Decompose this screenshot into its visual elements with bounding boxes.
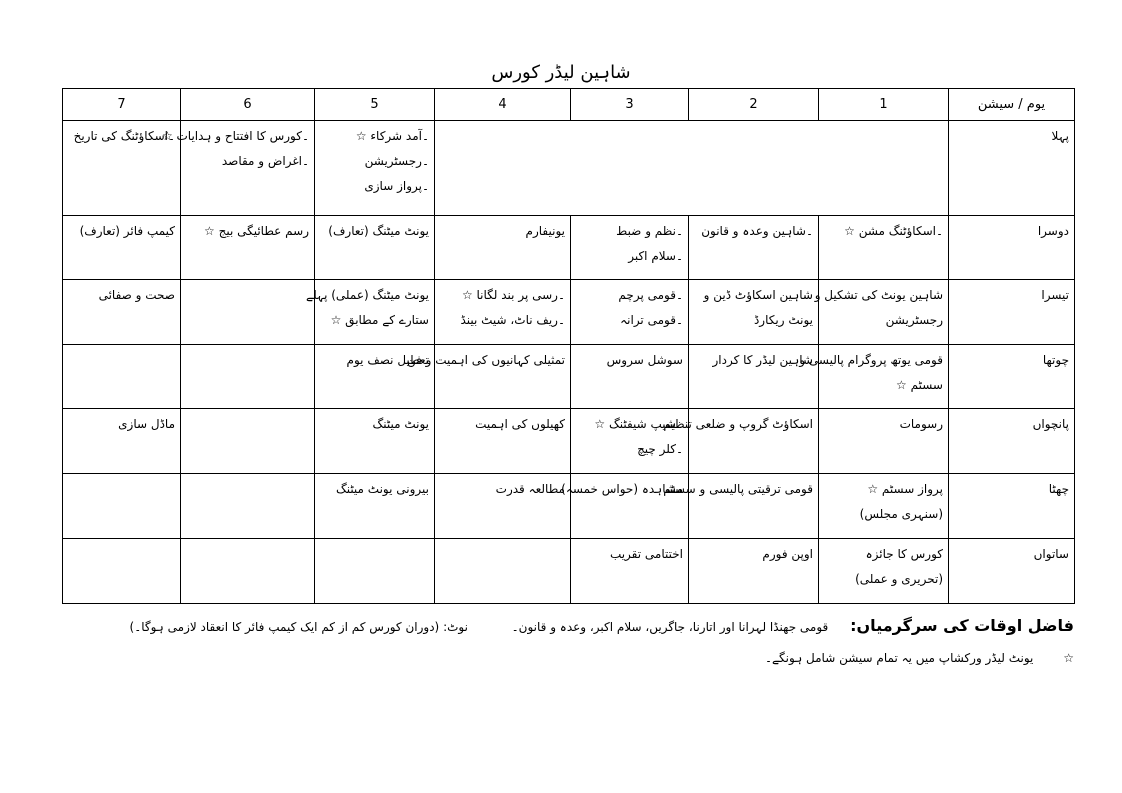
star-icon: ☆ — [1063, 651, 1074, 665]
cell-line: تعطیل نصف یوم — [346, 353, 429, 367]
cell-line: اختتامی تقریب — [609, 547, 683, 561]
session-header-3: 3 — [571, 89, 689, 121]
cell-line: ۔رجسٹریشن — [364, 154, 429, 168]
cell-line: یونیفارم — [525, 224, 565, 238]
schedule-cell — [814, 280, 949, 345]
cell-line: بیرونی یونٹ میٹنگ — [335, 482, 429, 496]
day-row — [63, 539, 1075, 604]
schedule-cell — [799, 345, 949, 409]
leisure-label: فاضل اوقات کی سرگرمیاں: — [850, 616, 1074, 635]
schedule-cell — [406, 345, 571, 409]
leisure-text: قومی جھنڈا لہرانا اور اتارنا، جاگریں، سلام اکبر، وعدہ و قانون۔ — [511, 620, 829, 634]
cell-line: ۔پرواز سازی — [364, 179, 429, 193]
schedule-cell — [315, 216, 435, 280]
cell-line: سسٹم ☆ — [896, 378, 943, 392]
schedule-cell — [435, 280, 571, 345]
cell-line: اوپن فورم — [762, 547, 813, 561]
schedule-table — [62, 88, 1075, 604]
schedule-cell — [819, 409, 949, 474]
schedule-cell — [689, 280, 819, 345]
schedule-cell — [435, 409, 571, 474]
cell-line: کھیلوں کی اہمیت — [475, 417, 565, 431]
session-header-6: 6 — [181, 89, 315, 121]
cell-line: رجسٹریشن — [885, 313, 943, 327]
cell-line: اسکاؤٹ گروپ و ضلعی تنظیم — [663, 417, 813, 431]
day-name: چوتھا — [949, 345, 1075, 409]
day-row — [63, 121, 1075, 216]
day-row — [63, 409, 1075, 474]
note-label: نوٹ: — [443, 620, 468, 634]
cell-line: ۔کورس کا افتتاح و ہدایات ☆ — [161, 129, 309, 143]
day-name: دوسرا — [949, 216, 1075, 280]
session-header-7: 7 — [63, 89, 181, 121]
schedule-cell — [435, 216, 571, 280]
cell-line: ۔سلام اکبر — [628, 249, 683, 263]
cell-line: کیمپ فائر (تعارف) — [79, 224, 175, 238]
schedule-cell — [63, 539, 181, 604]
cell-line: ۔اسکاؤٹنگ مشن ☆ — [844, 224, 943, 238]
schedule-cell — [63, 216, 181, 280]
schedule-cell — [181, 216, 315, 280]
cell-line: ۔شاہین وعدہ و قانون — [701, 224, 813, 238]
session-header-1: 1 — [819, 89, 949, 121]
cell-line: یونٹ میٹنگ (تعارف) — [328, 224, 429, 238]
schedule-cell — [663, 409, 819, 474]
cell-line: مطالعہ قدرت — [495, 482, 565, 496]
schedule-cell — [689, 539, 819, 604]
cell-line: کورس کا جائزہ — [865, 547, 943, 561]
schedule-cell — [63, 474, 181, 539]
day-name: چھٹا — [949, 474, 1075, 539]
schedule-cell — [435, 474, 571, 539]
cell-line: ۔اغراض و مقاصد — [221, 154, 309, 168]
schedule-cell — [689, 216, 819, 280]
schedule-cell — [435, 121, 949, 216]
cell-line: ۔ریف ناٹ، شیٹ بینڈ — [460, 313, 565, 327]
cell-line: (تحریری و عملی) — [855, 572, 943, 586]
cell-line: شاہین لیڈر کا کردار — [712, 353, 813, 367]
schedule-cell — [181, 280, 315, 345]
schedule-cell — [181, 409, 315, 474]
cell-line: صحت و صفائی — [98, 288, 175, 302]
leisure-notes — [62, 616, 1074, 635]
schedule-cell — [571, 539, 689, 604]
cell-line: ۔نظم و ضبط — [616, 224, 683, 238]
cell-line: ۔قومی پرچم — [618, 288, 683, 302]
schedule-cell — [63, 345, 181, 409]
cell-line: ۔شیپ شیفٹنگ ☆ — [594, 417, 683, 431]
schedule-cell — [315, 121, 435, 216]
schedule-cell — [571, 345, 689, 409]
day-name: ساتواں — [949, 539, 1075, 604]
schedule-cell — [63, 280, 181, 345]
schedule-cell — [315, 539, 435, 604]
schedule-cell — [181, 539, 315, 604]
day-row — [63, 345, 1075, 409]
cell-line: شاہین یونٹ کی تشکیل و — [814, 288, 943, 302]
schedule-cell — [571, 280, 689, 345]
cell-line: ماڈل سازی — [118, 417, 175, 431]
schedule-cell — [435, 539, 571, 604]
day-name: پہلا — [949, 121, 1075, 216]
page-title: شاہین لیڈر کورس — [491, 62, 631, 83]
star-note — [62, 651, 1074, 665]
cell-line: قومی یوتھ پروگرام پالیسی و — [799, 353, 943, 367]
cell-line: تمثیلی کہانیوں کی اہمیت و فن — [406, 353, 565, 367]
star-note-text: یونٹ لیڈر ورکشاپ میں یہ تمام سیشن شامل ہونگے۔ — [764, 651, 1034, 665]
day-name: پانچواں — [949, 409, 1075, 474]
session-header-2: 2 — [689, 89, 819, 121]
day-row — [63, 216, 1075, 280]
day-row — [63, 280, 1075, 345]
cell-line: ستارے کے مطابق ☆ — [330, 313, 429, 327]
schedule-cell — [819, 539, 949, 604]
schedule-cell — [181, 474, 315, 539]
cell-line: ۔آمد شرکاء ☆ — [355, 129, 429, 143]
cell-line: مشاہدہ (حواس خمسہ) — [561, 482, 683, 496]
schedule-cell — [819, 474, 949, 539]
cell-line: رسومات — [899, 417, 943, 431]
session-header-4: 4 — [435, 89, 571, 121]
header-row — [63, 89, 1075, 121]
day-session-header: یوم / سیشن — [949, 89, 1075, 121]
schedule-cell — [663, 474, 819, 539]
cell-line: قومی ترقیتی پالیسی و سسٹم — [663, 482, 813, 496]
schedule-cell — [315, 474, 435, 539]
cell-line: ۔رسی پر بند لگانا ☆ — [461, 288, 565, 302]
cell-line: ۔اسکاؤٹنگ کی تاریخ — [73, 129, 175, 143]
schedule-cell — [819, 216, 949, 280]
schedule-cell — [306, 280, 435, 345]
schedule-cell — [63, 409, 181, 474]
cell-line: ۔کلر چیچ — [637, 442, 683, 456]
cell-line: ۔قومی ترانہ — [620, 313, 683, 327]
cell-line: شاہین اسکاؤٹ ڈین و — [703, 288, 813, 302]
cell-line: (سنہری مجلس) — [859, 507, 943, 521]
cell-line: سوشل سروس — [606, 353, 683, 367]
schedule-cell — [571, 216, 689, 280]
cell-line: یونٹ ریکارڈ — [753, 313, 813, 327]
session-header-5: 5 — [315, 89, 435, 121]
schedule-cell — [315, 409, 435, 474]
schedule-cell — [161, 121, 315, 216]
day-name: تیسرا — [949, 280, 1075, 345]
schedule-cell — [181, 345, 315, 409]
day-row — [63, 474, 1075, 539]
cell-line: پرواز سسٹم ☆ — [867, 482, 943, 496]
cell-line: رسم عطائیگی بیج ☆ — [204, 224, 309, 238]
note-text: (دوران کورس کم از کم ایک کیمپ فائر کا انعقاد لازمی ہوگا۔) — [129, 620, 440, 634]
cell-line: یونٹ میٹنگ (عملی) پہلے — [306, 288, 429, 302]
cell-line: یونٹ میٹنگ — [372, 417, 429, 431]
